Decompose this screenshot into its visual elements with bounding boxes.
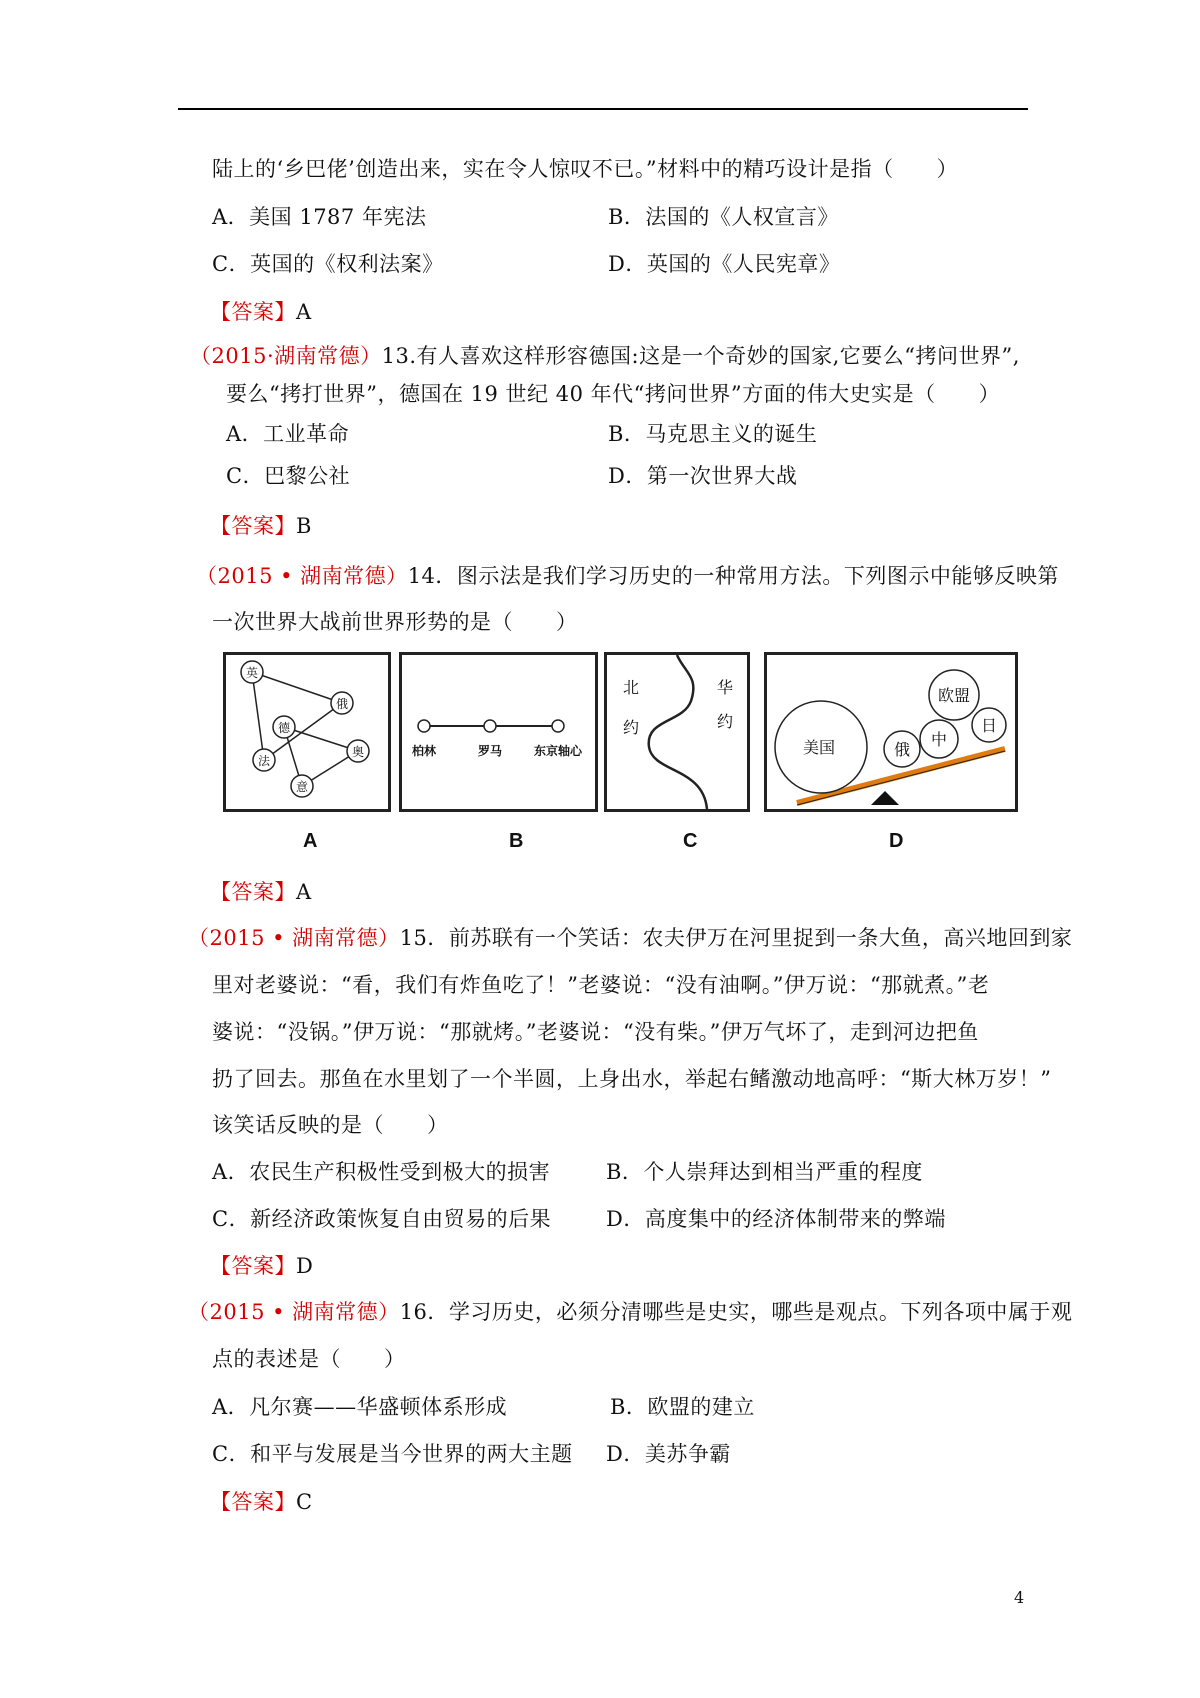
q15-line2: 里对老婆说：“看，我们有炸鱼吃了！”老婆说：“没有油啊。”伊万说：“那就煮。”老 bbox=[212, 973, 990, 997]
q13-option-c: C．巴黎公社 bbox=[226, 464, 351, 488]
fig-a-node-yi: 意 bbox=[295, 780, 309, 794]
q13-source: （2015·湖南常德） bbox=[190, 344, 382, 368]
q13-answer: 【答案】B bbox=[210, 514, 312, 538]
figure-c-diagram bbox=[607, 655, 747, 809]
header-rule bbox=[178, 108, 1028, 110]
figure-d-letter: D bbox=[889, 830, 904, 852]
fig-a-node-de: 德 bbox=[277, 721, 291, 735]
fig-d-label-eu: 欧盟 bbox=[937, 686, 971, 705]
fig-b-label-berlin: 柏林 bbox=[411, 744, 437, 758]
page-number: 4 bbox=[1014, 1588, 1025, 1607]
q16-option-d: D．美苏争霸 bbox=[606, 1442, 731, 1466]
fig-a-node-fa: 法 bbox=[257, 754, 271, 768]
figure-d-diagram bbox=[767, 655, 1015, 809]
fig-c-label-hua: 华 bbox=[716, 678, 734, 697]
q12-option-c: C．英国的《权利法案》 bbox=[212, 252, 444, 276]
q14-line2: 一次世界大战前世界形势的是（ ） bbox=[212, 610, 578, 634]
fig-c-label-yue1: 约 bbox=[622, 718, 640, 737]
q15-line5: 该笑话反映的是（ ） bbox=[212, 1113, 449, 1137]
q16-answer: 【答案】C bbox=[210, 1490, 313, 1514]
q12-option-b: B．法国的《人权宣言》 bbox=[608, 205, 839, 229]
fig-d-label-usa: 美国 bbox=[802, 738, 836, 757]
q13-option-d: D．第一次世界大战 bbox=[608, 464, 798, 488]
q15-source: （2015 • 湖南常德） bbox=[188, 926, 400, 950]
q15-line1: （2015 • 湖南常德）15．前苏联有一个笑话：农夫伊万在河里捉到一条大鱼，高兴地回到家 bbox=[188, 926, 1073, 950]
fig-a-node-ying: 英 bbox=[245, 666, 259, 680]
fig-b-label-rome: 罗马 bbox=[477, 744, 503, 758]
figure-a-diagram bbox=[226, 655, 388, 809]
q12-answer: 【答案】A bbox=[210, 300, 312, 324]
q12-option-d: D．英国的《人民宪章》 bbox=[608, 252, 841, 276]
q13-line2: 要么“拷打世界”，德国在 19 世纪 40 年代“拷问世界”方面的伟大史实是（ ） bbox=[226, 382, 1001, 406]
figure-a-alliances bbox=[223, 652, 391, 812]
q14-source: （2015 • 湖南常德） bbox=[196, 564, 408, 588]
q15-line4: 扔了回去。那鱼在水里划了一个半圆，上身出水，举起右鳍激动地高呼：“斯大林万岁！” bbox=[212, 1067, 1052, 1091]
q12-option-a: A．美国 1787 年宪法 bbox=[212, 205, 427, 229]
q15-option-b: B．个人崇拜达到相当严重的程度 bbox=[606, 1160, 923, 1184]
fig-b-label-tokyo: 东京轴心 bbox=[533, 744, 583, 758]
figure-a-letter: A bbox=[303, 830, 318, 852]
q12-stem: 陆上的‘乡巴佬’创造出来，实在令人惊叹不已。”材料中的精巧设计是指（ ） bbox=[212, 157, 959, 181]
q13-option-a: A．工业革命 bbox=[226, 422, 350, 446]
q15-line3: 婆说：“没锅。”伊万说：“那就烤。”老婆说：“没有柴。”伊万气坏了，走到河边把鱼 bbox=[212, 1020, 979, 1044]
q15-option-a: A．农民生产积极性受到极大的损害 bbox=[212, 1160, 551, 1184]
q14-line1: （2015 • 湖南常德）14．图示法是我们学习历史的一种常用方法。下列图示中能够反映第 bbox=[196, 564, 1059, 588]
fig-c-label-yue2: 约 bbox=[716, 712, 734, 731]
fig-d-label-russia: 俄 bbox=[893, 740, 911, 759]
figure-d-multipolar bbox=[764, 652, 1018, 812]
figure-b-letter: B bbox=[509, 830, 524, 852]
figure-c-letter: C bbox=[683, 830, 698, 852]
fig-d-label-japan: 日 bbox=[980, 716, 998, 735]
q16-option-b: B．欧盟的建立 bbox=[610, 1395, 755, 1419]
q13-option-b: B．马克思主义的诞生 bbox=[608, 422, 818, 446]
q14-answer: 【答案】A bbox=[210, 880, 312, 904]
figure-b-axis bbox=[399, 652, 598, 812]
fig-c-label-bei: 北 bbox=[622, 678, 640, 697]
figure-c-blocs bbox=[604, 652, 750, 812]
q15-option-c: C．新经济政策恢复自由贸易的后果 bbox=[212, 1207, 552, 1231]
q16-source: （2015 • 湖南常德） bbox=[188, 1300, 400, 1324]
fig-a-node-e: 俄 bbox=[335, 697, 349, 711]
q13-line1: （2015·湖南常德）13.有人喜欢这样形容德国:这是一个奇妙的国家,它要么“拷问世界”, bbox=[190, 344, 1020, 368]
q15-answer: 【答案】D bbox=[210, 1254, 314, 1278]
q16-line2: 点的表述是（ ） bbox=[212, 1347, 406, 1371]
q16-line1: （2015 • 湖南常德）16．学习历史，必须分清哪些是史实，哪些是观点。下列各项中属于观 bbox=[188, 1300, 1073, 1324]
q16-option-a: A．凡尔赛——华盛顿体系形成 bbox=[212, 1395, 508, 1419]
fig-d-label-china: 中 bbox=[930, 730, 948, 749]
fig-a-node-ao: 奥 bbox=[351, 745, 365, 759]
q16-option-c: C．和平与发展是当今世界的两大主题 bbox=[212, 1442, 573, 1466]
figure-b-diagram bbox=[402, 655, 595, 809]
q15-option-d: D．高度集中的经济体制带来的弊端 bbox=[606, 1207, 946, 1231]
